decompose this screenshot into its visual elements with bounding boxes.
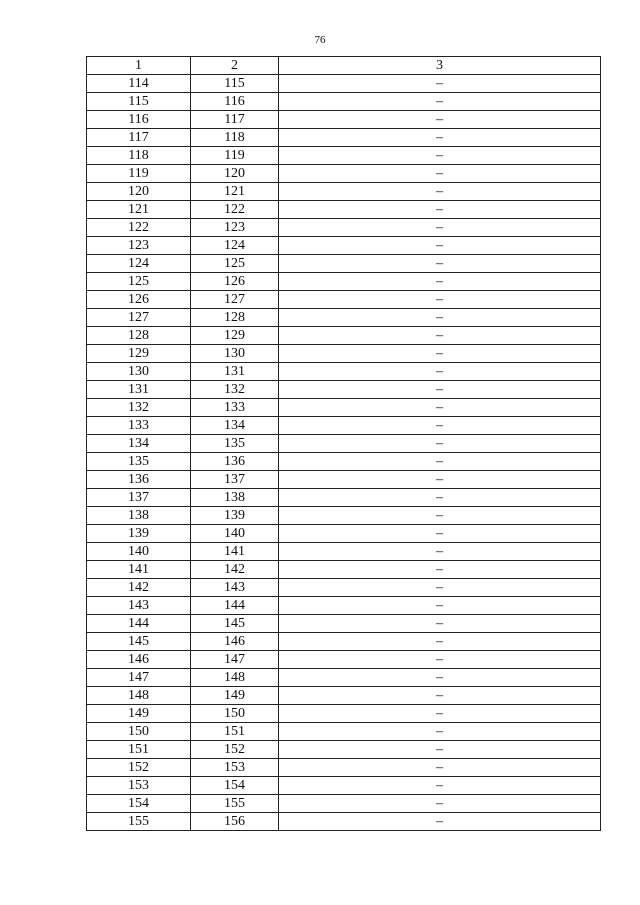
table-cell-col-1: 146 — [87, 651, 191, 669]
table-cell-col-3: – — [279, 723, 601, 741]
table-cell-col-2: 123 — [191, 219, 279, 237]
table-cell-col-3: – — [279, 489, 601, 507]
table-cell-col-2: 131 — [191, 363, 279, 381]
table-cell-col-2: 132 — [191, 381, 279, 399]
table-cell-col-1: 144 — [87, 615, 191, 633]
table-cell-col-3: – — [279, 813, 601, 831]
table-cell-col-3: – — [279, 471, 601, 489]
table-cell-col-3: – — [279, 363, 601, 381]
table-cell-col-2: 129 — [191, 327, 279, 345]
table-row — [87, 669, 601, 687]
column-header-3: 3 — [279, 57, 601, 75]
table-cell-col-1: 150 — [87, 723, 191, 741]
table-row — [87, 129, 601, 147]
table-cell-col-1: 143 — [87, 597, 191, 615]
column-header-1: 1 — [87, 57, 191, 75]
table-cell-col-2: 144 — [191, 597, 279, 615]
table-row — [87, 345, 601, 363]
table-cell-col-3: – — [279, 237, 601, 255]
table-cell-col-1: 127 — [87, 309, 191, 327]
table-cell-col-1: 131 — [87, 381, 191, 399]
table-row — [87, 615, 601, 633]
table-cell-col-1: 153 — [87, 777, 191, 795]
table-cell-col-3: – — [279, 309, 601, 327]
table-cell-col-3: – — [279, 687, 601, 705]
table-cell-col-1: 137 — [87, 489, 191, 507]
table-row — [87, 579, 601, 597]
table-cell-col-2: 141 — [191, 543, 279, 561]
table-cell-col-2: 115 — [191, 75, 279, 93]
table-cell-col-3: – — [279, 219, 601, 237]
table-cell-col-2: 133 — [191, 399, 279, 417]
table-cell-col-2: 128 — [191, 309, 279, 327]
table-cell-col-1: 152 — [87, 759, 191, 777]
table-cell-col-3: – — [279, 435, 601, 453]
table-cell-col-1: 117 — [87, 129, 191, 147]
table-row — [87, 651, 601, 669]
table-row — [87, 525, 601, 543]
table-cell-col-2: 148 — [191, 669, 279, 687]
table-row — [87, 507, 601, 525]
table-cell-col-1: 145 — [87, 633, 191, 651]
table-cell-col-1: 135 — [87, 453, 191, 471]
table-row — [87, 273, 601, 291]
table-cell-col-1: 124 — [87, 255, 191, 273]
table-cell-col-3: – — [279, 417, 601, 435]
table-cell-col-3: – — [279, 525, 601, 543]
table-cell-col-2: 119 — [191, 147, 279, 165]
table-body — [87, 57, 601, 831]
table-cell-col-1: 116 — [87, 111, 191, 129]
table-cell-col-3: – — [279, 291, 601, 309]
table-row — [87, 327, 601, 345]
table-cell-col-2: 126 — [191, 273, 279, 291]
table-cell-col-3: – — [279, 669, 601, 687]
table-row — [87, 777, 601, 795]
table-cell-col-2: 127 — [191, 291, 279, 309]
table-cell-col-3: – — [279, 327, 601, 345]
table-cell-col-2: 116 — [191, 93, 279, 111]
table-header-row — [87, 57, 601, 75]
table-cell-col-1: 128 — [87, 327, 191, 345]
table-cell-col-3: – — [279, 777, 601, 795]
table-cell-col-2: 125 — [191, 255, 279, 273]
table-cell-col-1: 121 — [87, 201, 191, 219]
table-cell-col-3: – — [279, 615, 601, 633]
table-row — [87, 453, 601, 471]
table-cell-col-2: 155 — [191, 795, 279, 813]
table-row — [87, 165, 601, 183]
table-cell-col-2: 140 — [191, 525, 279, 543]
table-cell-col-2: 154 — [191, 777, 279, 795]
table-row — [87, 381, 601, 399]
table-row — [87, 147, 601, 165]
table-cell-col-2: 138 — [191, 489, 279, 507]
table-cell-col-3: – — [279, 381, 601, 399]
table-cell-col-1: 123 — [87, 237, 191, 255]
table-cell-col-2: 130 — [191, 345, 279, 363]
table-cell-col-1: 140 — [87, 543, 191, 561]
table-cell-col-3: – — [279, 561, 601, 579]
table-row — [87, 561, 601, 579]
table-cell-col-2: 139 — [191, 507, 279, 525]
table-cell-col-3: – — [279, 201, 601, 219]
table-cell-col-1: 147 — [87, 669, 191, 687]
table-cell-col-2: 118 — [191, 129, 279, 147]
table-cell-col-3: – — [279, 75, 601, 93]
table-row — [87, 813, 601, 831]
table-row — [87, 795, 601, 813]
table-cell-col-1: 151 — [87, 741, 191, 759]
table-cell-col-2: 122 — [191, 201, 279, 219]
table-cell-col-1: 115 — [87, 93, 191, 111]
table-row — [87, 111, 601, 129]
table-cell-col-3: – — [279, 741, 601, 759]
table-cell-col-1: 155 — [87, 813, 191, 831]
table-row — [87, 723, 601, 741]
table-cell-col-1: 139 — [87, 525, 191, 543]
table-cell-col-1: 122 — [87, 219, 191, 237]
table-cell-col-2: 152 — [191, 741, 279, 759]
table-cell-col-2: 142 — [191, 561, 279, 579]
table-cell-col-3: – — [279, 633, 601, 651]
table-cell-col-3: – — [279, 543, 601, 561]
table-cell-col-3: – — [279, 759, 601, 777]
table-cell-col-2: 147 — [191, 651, 279, 669]
table-cell-col-3: – — [279, 507, 601, 525]
table-row — [87, 759, 601, 777]
table-cell-col-1: 149 — [87, 705, 191, 723]
table-row — [87, 201, 601, 219]
table-row — [87, 597, 601, 615]
table-cell-col-1: 134 — [87, 435, 191, 453]
table-cell-col-2: 149 — [191, 687, 279, 705]
table-cell-col-2: 145 — [191, 615, 279, 633]
table-cell-col-3: – — [279, 453, 601, 471]
table-cell-col-3: – — [279, 183, 601, 201]
table-cell-col-3: – — [279, 795, 601, 813]
table-row — [87, 471, 601, 489]
table-cell-col-1: 136 — [87, 471, 191, 489]
table-cell-col-3: – — [279, 399, 601, 417]
table-cell-col-3: – — [279, 597, 601, 615]
table-row — [87, 309, 601, 327]
page-number: 76 — [314, 34, 326, 46]
table-row — [87, 633, 601, 651]
table-cell-col-2: 120 — [191, 165, 279, 183]
table-cell-col-2: 150 — [191, 705, 279, 723]
table-cell-col-1: 118 — [87, 147, 191, 165]
table-cell-col-3: – — [279, 579, 601, 597]
data-table — [86, 56, 601, 831]
table-row — [87, 75, 601, 93]
table-row — [87, 363, 601, 381]
table-cell-col-1: 114 — [87, 75, 191, 93]
table-cell-col-3: – — [279, 273, 601, 291]
table-row — [87, 255, 601, 273]
table-row — [87, 687, 601, 705]
table-cell-col-2: 151 — [191, 723, 279, 741]
table-cell-col-1: 148 — [87, 687, 191, 705]
table-row — [87, 93, 601, 111]
table-cell-col-3: – — [279, 165, 601, 183]
table-cell-col-1: 133 — [87, 417, 191, 435]
table-cell-col-3: – — [279, 705, 601, 723]
table-cell-col-1: 141 — [87, 561, 191, 579]
table-cell-col-2: 134 — [191, 417, 279, 435]
table-row — [87, 183, 601, 201]
table-row — [87, 435, 601, 453]
table-cell-col-1: 119 — [87, 165, 191, 183]
table-cell-col-1: 130 — [87, 363, 191, 381]
table-cell-col-1: 154 — [87, 795, 191, 813]
table-cell-col-1: 132 — [87, 399, 191, 417]
table-cell-col-3: – — [279, 147, 601, 165]
table-cell-col-3: – — [279, 93, 601, 111]
table-cell-col-2: 117 — [191, 111, 279, 129]
table-cell-col-3: – — [279, 345, 601, 363]
table-cell-col-2: 135 — [191, 435, 279, 453]
table-row — [87, 489, 601, 507]
table-cell-col-2: 136 — [191, 453, 279, 471]
table-row — [87, 705, 601, 723]
table-cell-col-1: 120 — [87, 183, 191, 201]
table-cell-col-3: – — [279, 129, 601, 147]
table-cell-col-3: – — [279, 111, 601, 129]
table-row — [87, 417, 601, 435]
table-cell-col-2: 137 — [191, 471, 279, 489]
table-cell-col-2: 156 — [191, 813, 279, 831]
table-cell-col-1: 138 — [87, 507, 191, 525]
table-cell-col-1: 125 — [87, 273, 191, 291]
table-row — [87, 219, 601, 237]
table-row — [87, 741, 601, 759]
table-cell-col-2: 146 — [191, 633, 279, 651]
table-cell-col-1: 142 — [87, 579, 191, 597]
table-cell-col-1: 126 — [87, 291, 191, 309]
table-row — [87, 399, 601, 417]
column-header-2: 2 — [191, 57, 279, 75]
table-row — [87, 291, 601, 309]
table-row — [87, 543, 601, 561]
table-cell-col-1: 129 — [87, 345, 191, 363]
table-cell-col-2: 153 — [191, 759, 279, 777]
table-cell-col-2: 121 — [191, 183, 279, 201]
table-cell-col-3: – — [279, 651, 601, 669]
table-cell-col-3: – — [279, 255, 601, 273]
table-cell-col-2: 124 — [191, 237, 279, 255]
table-cell-col-2: 143 — [191, 579, 279, 597]
table-row — [87, 237, 601, 255]
